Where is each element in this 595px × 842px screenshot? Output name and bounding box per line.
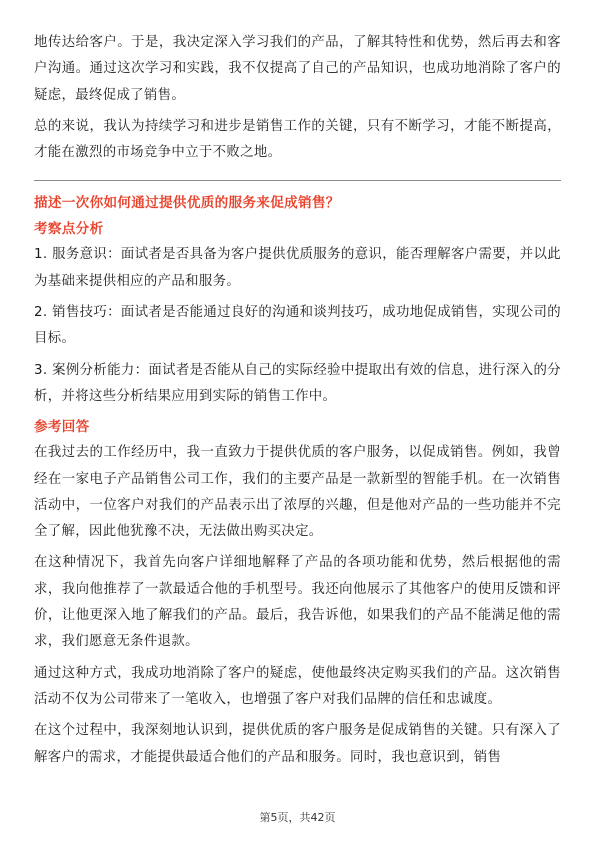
analysis-item-3: 3. 案例分析能力：面试者是否能从自己的实际经验中提取出有效的信息，进行深入的分析，并将这些分析结果应用到实际的销售工作中。 xyxy=(34,362,561,404)
answer-paragraph-4: 在这个过程中，我深刻地认识到，提供优质的客户服务是促成销售的关键。只有深入了解客户的需求，才能提供最适合他们的产品和服务。同时，我也意识到，销售 xyxy=(34,723,561,765)
answer-paragraph-2: 在这种情况下，我首先向客户详细地解释了产品的各项功能和优势，然后根据他的需求，我向他推荐了一款最适合他的手机型号。我还向他展示了其他客户的使用反馈和评价，让他更深入地了解我们的产品。最后，我告诉他，如果我们的产品不能满足他的需求，我们愿意无条件退款。 xyxy=(34,555,561,650)
document-page xyxy=(34,30,561,776)
page-number-footer: 第5页，共42页 xyxy=(259,811,336,824)
section-divider xyxy=(34,180,561,181)
analysis-item-1: 1. 服务意识：面试者是否具备为客户提供优质服务的意识，能否理解客户需要，并以此为基础来提供相应的产品和服务。 xyxy=(34,247,561,289)
intro-paragraph-2: 总的来说，我认为持续学习和进步是销售工作的关键，只有不断学习，才能不断提高，才能在激烈的市场竞争中立于不败之地。 xyxy=(34,118,561,161)
answer-heading: 参考回答 xyxy=(34,419,90,436)
analysis-item-2: 2. 销售技巧：面试者是否能通过良好的沟通和谈判技巧，成功地促成销售，实现公司的目标。 xyxy=(34,305,561,347)
analysis-heading: 考察点分析 xyxy=(34,221,104,238)
question-title: 描述一次你如何通过提供优质的服务来促成销售？ xyxy=(34,195,340,212)
intro-paragraph-1: 地传达给客户。于是，我决定深入学习我们的产品，了解其特性和优势，然后再去和客户沟通。通过这次学习和实践，我不仅提高了自己的产品知识，也成功地消除了客户的疑虑，最终促成了销售。 xyxy=(34,35,561,103)
answer-paragraph-3: 通过这种方式，我成功地消除了客户的疑虑，使他最终决定购买我们的产品。这次销售活动不仅为公司带来了一笔收入，也增强了客户对我们品牌的信任和忠诚度。 xyxy=(34,665,561,707)
answer-paragraph-1: 在我过去的工作经历中，我一直致力于提供优质的客户服务，以促成销售。例如，我曾经在一家电子产品销售公司工作，我们的主要产品是一款新型的智能手机。在一次销售活动中，一位客户对我们的产品表示出了浓厚的兴趣，但是他对产品的一些功能并不完全了解，因此他犹豫不决，无法做出购买决定。 xyxy=(34,445,561,540)
